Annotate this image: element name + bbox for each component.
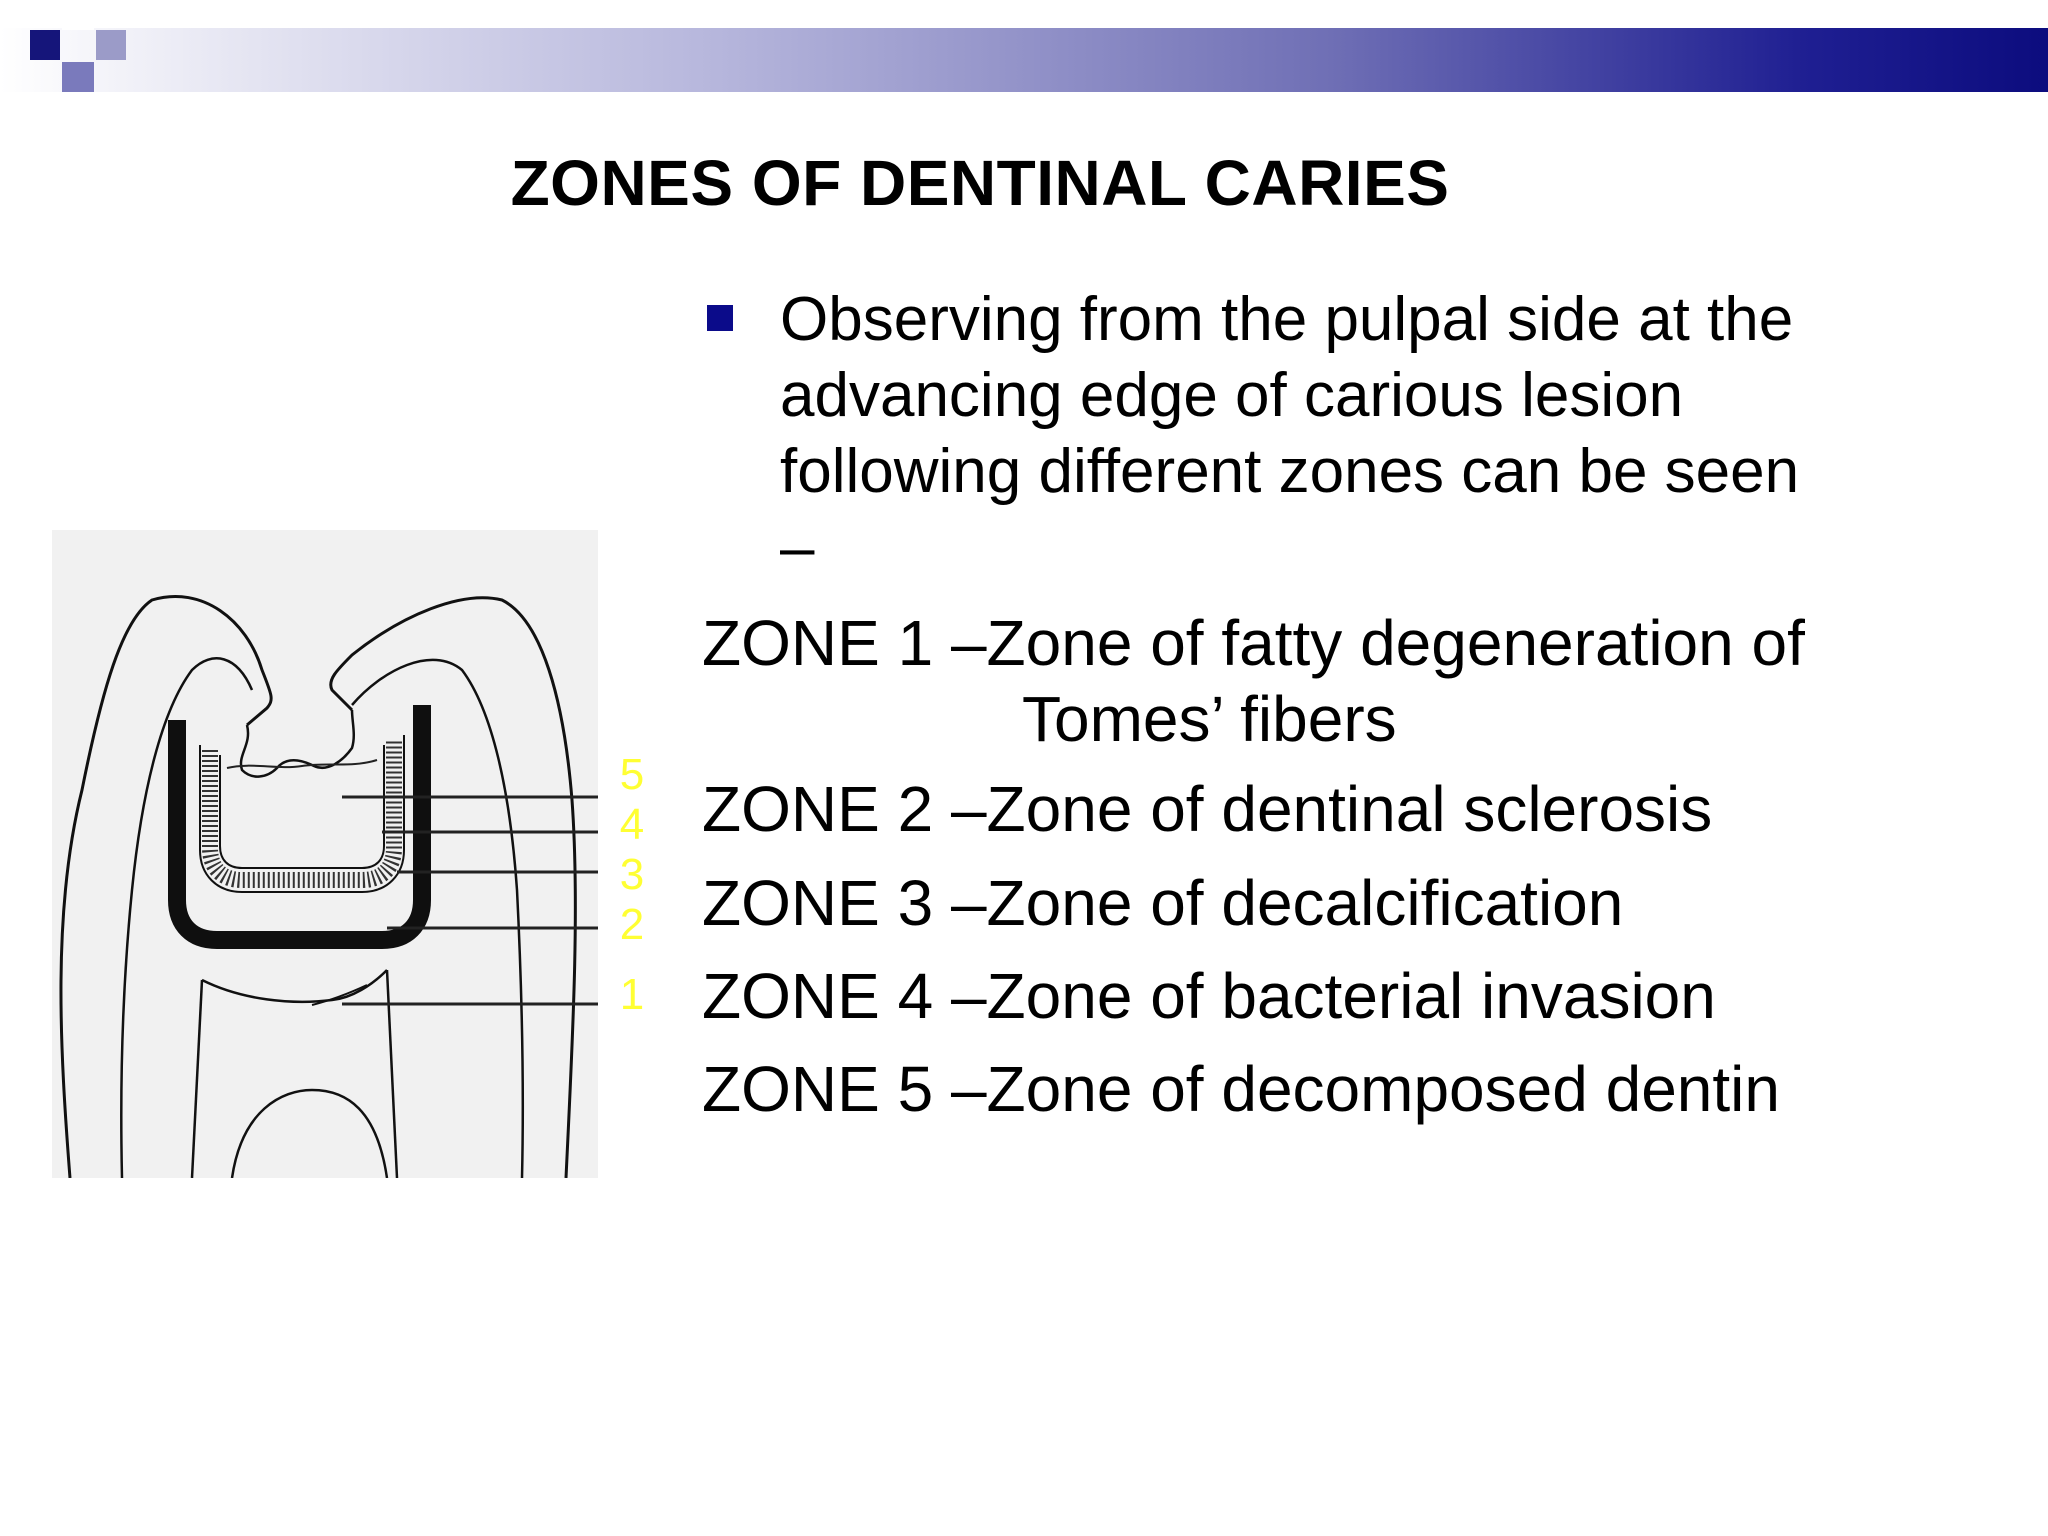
zone-description: Zone of dentinal sclerosis (986, 773, 1713, 845)
bullet-paragraph (780, 282, 2010, 586)
header-decoration-square (62, 62, 94, 92)
zone-description: Zone of decalcification (986, 867, 1624, 939)
zone-prefix: ZONE 1 – (702, 607, 987, 679)
diagram-label-1: 1 (619, 970, 645, 1019)
bullet-line: – (780, 513, 815, 582)
zone-prefix: ZONE 2 – (702, 773, 987, 845)
bullet-line: advancing edge of carious lesion (780, 361, 1684, 430)
diagram-label-2: 2 (619, 900, 645, 949)
diagram-label-4: 4 (619, 800, 645, 849)
bullet-line: Observing from the pulpal side at the (780, 285, 1794, 354)
zone-item-2 (702, 770, 2002, 848)
zone-prefix: ZONE 5 – (702, 1053, 987, 1125)
zone-item-3 (702, 864, 2002, 942)
zone-item-5 (702, 1050, 2002, 1128)
header-gradient-bar (0, 28, 2048, 92)
zone-description: Zone of decomposed dentin (986, 1053, 1780, 1125)
zone-prefix: ZONE 4 – (702, 960, 987, 1032)
zone-prefix: ZONE 3 – (702, 867, 987, 939)
zone-item-1 (702, 604, 2002, 682)
diagram-label-5: 5 (619, 750, 645, 799)
header-decoration-square (96, 30, 126, 60)
tooth-diagram-svg (52, 530, 598, 1178)
header-decoration-square (30, 30, 60, 60)
slide-title: ZONES OF DENTINAL CARIES (510, 147, 1450, 219)
zone-description-continuation: Tomes’ fibers (1022, 683, 1397, 755)
zone-description: Zone of bacterial invasion (986, 960, 1716, 1032)
header-decoration-square (0, 0, 28, 28)
bullet-line: following different zones can be seen (780, 437, 1800, 506)
square-bullet-icon (707, 305, 733, 331)
zone-item-4 (702, 957, 2002, 1035)
zone-description: Zone of fatty degeneration of (986, 607, 1805, 679)
header-decoration-square (62, 0, 94, 30)
tooth-caries-diagram (52, 530, 598, 1178)
diagram-label-3: 3 (619, 850, 645, 899)
